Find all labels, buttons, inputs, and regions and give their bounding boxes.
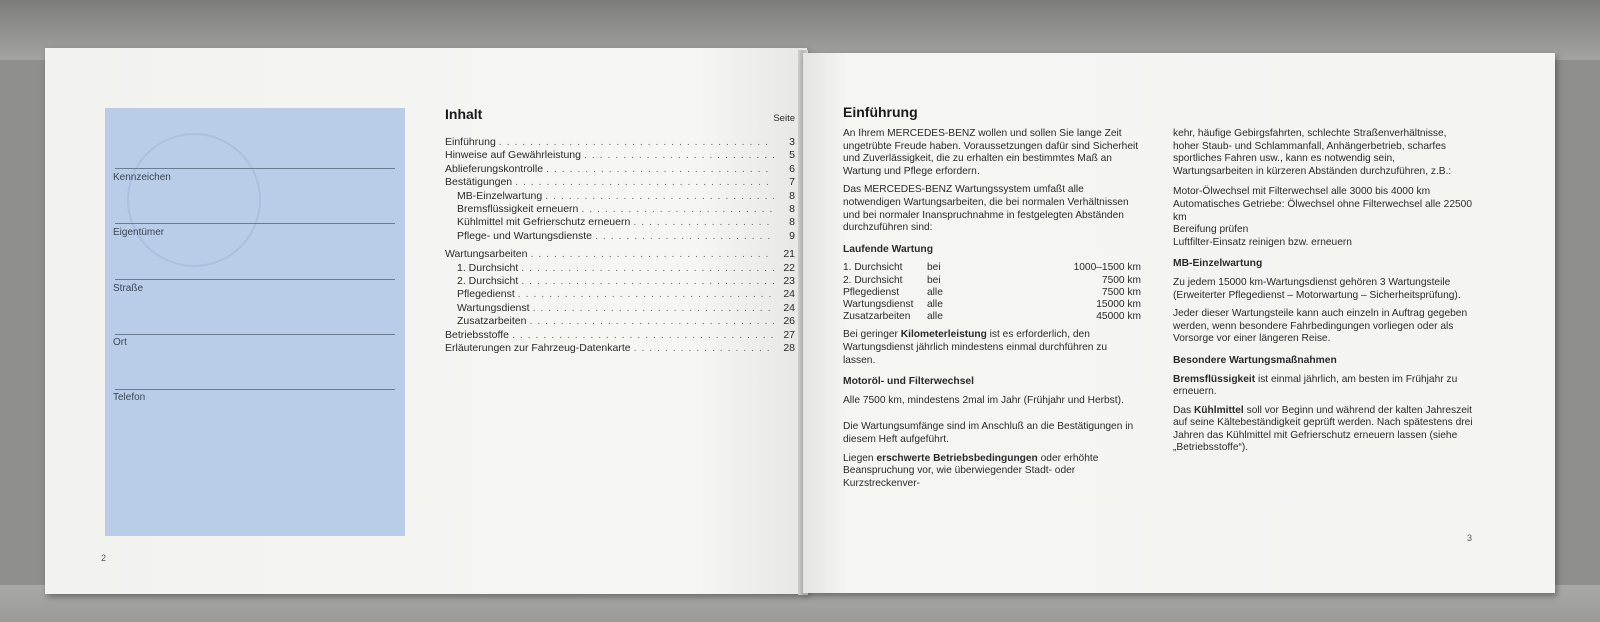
- schedule-name: Zusatzarbeiten: [843, 311, 911, 323]
- toc-entry: [445, 216, 795, 229]
- strasse-line: [115, 279, 395, 280]
- toc-page-header: Seite: [773, 113, 795, 124]
- text-column-right: [1173, 128, 1473, 461]
- toc-entry-label: Hinweise auf Gewährleistung: [445, 149, 581, 162]
- schedule-condition: alle: [927, 311, 943, 323]
- toc-leader-dots: [521, 262, 774, 275]
- list-item: Bereifung prüfen: [1173, 224, 1249, 236]
- umfaenge-paragraph: Die Wartungsumfänge sind im Anschluß an die Bestätigungen in diesem Heft aufgeführt.: [843, 421, 1134, 445]
- toc-leader-dots: [499, 136, 774, 149]
- toc-entry: [445, 315, 795, 328]
- kuehlmittel-paragraph: [1173, 405, 1473, 455]
- eigentuemer-label: Eigentümer: [113, 227, 165, 238]
- toc-leader-dots: [634, 342, 774, 355]
- toc-entry-page: 8: [789, 216, 795, 229]
- toc-entry-label: Betriebsstoffe: [445, 328, 510, 341]
- toc-entry: [445, 190, 795, 203]
- toc-entry-page: 24: [783, 288, 795, 301]
- toc-leader-dots: [545, 190, 774, 203]
- toc-entry-label: MB-Einzelwartung: [457, 189, 543, 202]
- kuehl-text-pre: Das: [1173, 404, 1194, 416]
- list-item: Automatisches Getriebe: Ölwechsel ohne Filterwechsel alle 22500 km: [1173, 198, 1472, 223]
- mb-paragraph-1: Zu jedem 15000 km-Wartungsdienst gehören 3 Wartungsteile (Erweiterter Pflegedienst – Motorwartung – Sicherheitsprüfung).: [1173, 276, 1461, 301]
- schedule-row: [843, 311, 1141, 323]
- km-text-bold: Kilometerleistung: [900, 329, 987, 341]
- page-number-left: 2: [101, 553, 107, 563]
- toc-entry: [445, 302, 795, 315]
- toc-leader-dots: [512, 329, 774, 342]
- toc-leader-dots: [529, 315, 774, 328]
- schedule-name: Pflegedienst: [843, 286, 900, 298]
- toc-entry-page: 7: [789, 176, 795, 189]
- schedule-condition: alle: [927, 298, 943, 310]
- left-page: [45, 48, 807, 594]
- toc-entry: [445, 149, 795, 162]
- schedule-row: [843, 299, 1141, 311]
- right-page: [803, 53, 1555, 593]
- schedule-name: 1. Durchsicht: [843, 262, 903, 274]
- maintenance-schedule-table: [843, 262, 1141, 323]
- schedule-row: [843, 262, 1141, 274]
- toc-entry: [445, 248, 795, 261]
- list-item: Luftfilter-Einsatz reinigen bzw. erneuern: [1173, 236, 1352, 248]
- toc-entry-page: 28: [783, 342, 795, 355]
- toc-leader-dots: [546, 163, 774, 176]
- strasse-label: Straße: [113, 283, 144, 294]
- page-title: Einführung: [843, 104, 918, 120]
- toc-title: Inhalt: [445, 106, 483, 122]
- toc-entry: [445, 203, 795, 216]
- toc-leader-dots: [518, 288, 774, 301]
- schedule-row: [843, 287, 1141, 299]
- erschwert-paragraph: [843, 453, 1141, 491]
- toc-entry-page: 6: [789, 162, 795, 175]
- mb-einzelwartung-heading: MB-Einzelwartung: [1173, 258, 1263, 270]
- kuehl-text-post: soll vor Beginn und während der kalten Jahreszeit auf seine Kältebeständigkeit geprüft werden. Nach spätestens drei Jahren das Kühlmittel mit Gefrierschutz erneuern lassen (siehe „Betriebsstoffe“).: [1173, 404, 1473, 454]
- list-item: Motor-Ölwechsel mit Filterwechsel alle 3000 bis 4000 km: [1173, 186, 1431, 198]
- mb-paragraph-2: Jeder dieser Wartungsteile kann auch einzeln in Auftrag gegeben werden, wenn besondere Fahrbedingungen vorliegen oder als Vorsorge vor einer längeren Reise.: [1173, 308, 1468, 345]
- erschwert-text-bold: erschwerte Betriebsbedingungen: [876, 452, 1038, 464]
- toc-entry-label: Pflegedienst: [457, 288, 515, 301]
- brems-text-bold: Bremsflüssigkeit: [1173, 373, 1256, 385]
- toc-entry-label: 1. Durchsicht: [457, 261, 519, 274]
- schedule-row: [843, 275, 1141, 287]
- toc-entry-label: Zusatzarbeiten: [457, 315, 527, 328]
- eigentuemer-line: [115, 223, 395, 224]
- toc-entry-label: Ablieferungskontrolle: [445, 162, 544, 175]
- toc-entry: [445, 136, 795, 149]
- toc-entry-label: Pflege- und Wartungsdienste: [457, 229, 593, 242]
- toc-entry: [445, 288, 795, 301]
- intro-paragraph-1: An Ihrem MERCEDES-BENZ wollen und sollen Sie lange Zeit ungetrübte Freude haben. Voraussetzungen dafür sind Sicherheit und Zuverlässigkeit, die zu erhalten ein bestimmtes Maß an Wartung und Pflege erfordern.: [843, 128, 1139, 177]
- toc-entry-label: Wartungsdienst: [457, 301, 530, 314]
- schedule-km: 7500 km: [1101, 286, 1141, 298]
- kennzeichen-line: [115, 168, 395, 169]
- bleed-through-text: [685, 388, 692, 415]
- toc-entry: [445, 230, 795, 243]
- toc-leader-dots: [581, 203, 774, 216]
- toc-leader-dots: [531, 248, 775, 261]
- toc-list: [445, 136, 795, 356]
- toc-entry: [445, 262, 795, 275]
- toc-entry-page: 8: [789, 203, 795, 216]
- toc-entry-label: Bestätigungen: [445, 176, 513, 189]
- toc-leader-dots: [533, 302, 774, 315]
- schedule-km: 7500 km: [1101, 274, 1141, 286]
- schedule-name: 2. Durchsicht: [843, 274, 903, 286]
- toc-entry-page: 22: [783, 261, 795, 274]
- toc-entry: [445, 342, 795, 355]
- kuehl-text-bold: Kühlmittel: [1193, 404, 1244, 416]
- page-number-right: 3: [1467, 533, 1473, 543]
- toc-entry: [445, 176, 795, 189]
- toc-leader-dots: [515, 176, 774, 189]
- shorter-interval-list: [1173, 186, 1473, 249]
- toc-entry-label: Bremsflüssigkeit erneuern: [457, 203, 579, 216]
- toc-leader-dots: [584, 149, 774, 162]
- intro-paragraph-2: Das MERCEDES-BENZ Wartungssystem umfaßt alle notwendigen Wartungsarbeiten, die bei normalen Verhältnissen und bei normaler Inanspruchnahme in festgelegten Abständen durchzuführen sind:: [843, 184, 1129, 234]
- toc-entry-page: 9: [789, 229, 795, 242]
- table-of-contents: [445, 106, 795, 356]
- toc-leader-dots: [633, 216, 774, 229]
- motoroel-paragraph: Alle 7500 km, mindestens 2mal im Jahr (Frühjahr und Herbst).: [843, 394, 1124, 406]
- toc-entry-label: Wartungsarbeiten: [445, 248, 528, 261]
- toc-entry-label: Kühlmittel mit Gefrierschutz erneuern: [457, 216, 631, 229]
- km-text-pre: Bei geringer: [843, 329, 901, 341]
- km-text-post: ist es erforderlich, den Wartungsdienst jährlich mindestens einmal durchführen zu lassen.: [843, 329, 1108, 366]
- telefon-label: Telefon: [113, 392, 146, 403]
- toc-entry-page: 5: [789, 149, 795, 162]
- ghost-star-emblem: [127, 133, 261, 267]
- toc-entry-page: 27: [783, 328, 795, 341]
- schedule-name: Wartungsdienst: [843, 298, 914, 310]
- schedule-km: 15000 km: [1096, 298, 1141, 310]
- text-column-left: [843, 128, 1141, 496]
- conditions-paragraph: kehr, häufige Gebirgsfahrten, schlechte Straßenverhältnisse, hoher Staub- und Schlammanfall, Anhängerbetrieb, scharfes sportliches Fahren usw., kann es notwendig sein, Wartungsarbeiten in kürzeren Abständen durchzuführen, z.B.:: [1173, 128, 1452, 177]
- telefon-line: [115, 389, 395, 390]
- toc-entry-page: 23: [783, 275, 795, 288]
- besondere-heading: Besondere Wartungsmaßnahmen: [1173, 354, 1337, 366]
- toc-entry-page: 21: [783, 248, 795, 261]
- ort-line: [115, 334, 395, 335]
- toc-entry-page: 24: [783, 301, 795, 314]
- schedule-condition: bei: [927, 262, 941, 274]
- owner-form-box: [105, 108, 405, 536]
- schedule-condition: bei: [927, 274, 941, 286]
- toc-entry-label: Erläuterungen zur Fahrzeug-Datenkarte: [445, 342, 631, 355]
- laufende-wartung-heading: Laufende Wartung: [843, 243, 933, 255]
- toc-entry: [445, 275, 795, 288]
- ort-label: Ort: [113, 337, 127, 348]
- toc-entry-page: 8: [789, 189, 795, 202]
- bremsfluessigkeit-paragraph: [1173, 374, 1473, 399]
- kennzeichen-label: Kennzeichen: [113, 172, 171, 183]
- erschwert-text-pre: Liegen: [843, 452, 877, 464]
- toc-entry-label: Einführung: [445, 136, 496, 148]
- toc-entry: [445, 329, 795, 342]
- motoroel-heading: Motoröl- und Filterwechsel: [843, 376, 975, 388]
- brems-text-post: ist einmal jährlich, am besten im Frühjahr zu erneuern.: [1173, 373, 1458, 398]
- kilometerleistung-paragraph: [843, 329, 1141, 367]
- toc-leader-dots: [595, 230, 774, 243]
- toc-leader-dots: [521, 275, 774, 288]
- schedule-km: 45000 km: [1096, 311, 1141, 323]
- toc-entry-page: 26: [783, 315, 795, 328]
- toc-entry-page: 3: [789, 136, 795, 148]
- toc-entry: [445, 163, 795, 176]
- schedule-km: 1000–1500 km: [1073, 262, 1141, 274]
- toc-entry-label: 2. Durchsicht: [457, 275, 519, 288]
- erschwert-text-post: oder erhöhte Beanspruchung vor, wie überwiegender Stadt- oder Kurzstreckenver-: [843, 452, 1099, 489]
- schedule-condition: alle: [927, 286, 943, 298]
